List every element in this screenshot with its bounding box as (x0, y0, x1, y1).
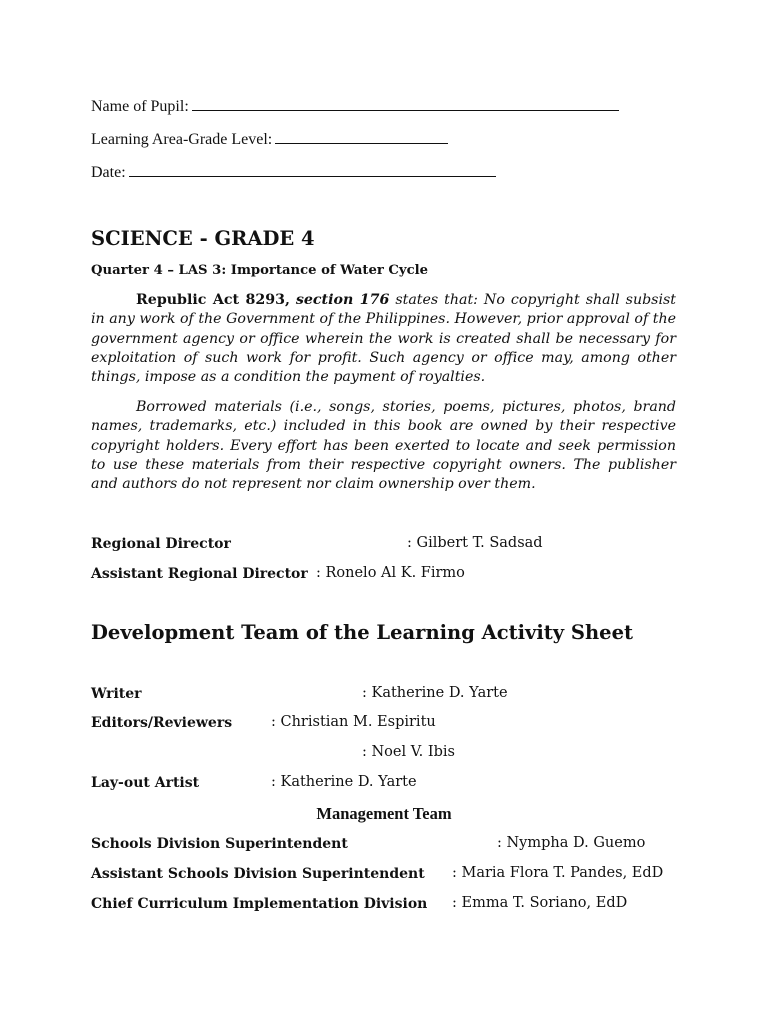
layout-artist-value: : Katherine D. Yarte (271, 774, 417, 790)
learning-area-label: Learning Area-Grade Level: (91, 131, 273, 148)
copyright-paragraph-2: Borrowed materials (i.e., songs, stories, poems, pictures, photos, brand names, trademarks, etc.) included in this book are owned by their respective copyright holders. Every effort has been exerted to locate and seek permission to use these materials from their respective copyright owners. The publisher and authors do not represent nor claim ownership over them. (91, 399, 676, 493)
page-subtitle: Quarter 4 – LAS 3: Importance of Water Cycle (91, 263, 428, 278)
regional-director-value: : Gilbert T. Sadsad (407, 535, 543, 551)
name-of-pupil-label: Name of Pupil: (91, 98, 189, 115)
cid-label: Chief Curriculum Implementation Division (91, 896, 428, 912)
layout-artist-label: Lay-out Artist (91, 775, 200, 791)
editor-1-value: : Christian M. Espiritu (271, 714, 436, 730)
cid-value: : Emma T. Soriano, EdD (452, 895, 628, 911)
asds-value: : Maria Flora T. Pandes, EdD (452, 865, 664, 881)
writer-label: Writer (91, 686, 142, 702)
sds-label: Schools Division Superintendent (91, 836, 348, 852)
name-of-pupil-blank[interactable] (192, 95, 619, 111)
section-ref: section 176 (295, 292, 390, 308)
dev-team-heading: Development Team of the Learning Activity Sheet (91, 621, 633, 644)
republic-act-ref: Republic Act 8293, (136, 292, 290, 308)
date-field (91, 161, 496, 182)
editors-label: Editors/Reviewers (91, 715, 233, 731)
asds-label: Assistant Schools Division Superintendent (91, 866, 425, 882)
assistant-regional-director-value: : Ronelo Al K. Firmo (316, 565, 465, 581)
writer-value: : Katherine D. Yarte (362, 685, 508, 701)
date-blank[interactable] (129, 161, 496, 177)
copyright-text-1: states that: No copyright shall subsist in any work of the Government of the Philippines. However, prior approval of the government agency or office wherein the work is created shall be necessary for exploitation of such work for profit. Such agency or office may, among other things, impose as a condition the payment of royalties. (91, 292, 676, 386)
learning-area-blank[interactable] (275, 128, 448, 144)
name-of-pupil-field (91, 95, 619, 116)
assistant-regional-director-label: Assistant Regional Director (91, 566, 308, 582)
date-label: Date: (91, 164, 126, 181)
sds-value: : Nympha D. Guemo (497, 835, 646, 851)
regional-director-label: Regional Director (91, 536, 231, 552)
management-team-heading: Management Team (316, 804, 452, 823)
copyright-paragraph-1 (91, 291, 676, 387)
page-title: SCIENCE - GRADE 4 (91, 227, 315, 250)
editor-2-value: : Noel V. Ibis (362, 744, 455, 760)
learning-area-field (91, 128, 448, 149)
